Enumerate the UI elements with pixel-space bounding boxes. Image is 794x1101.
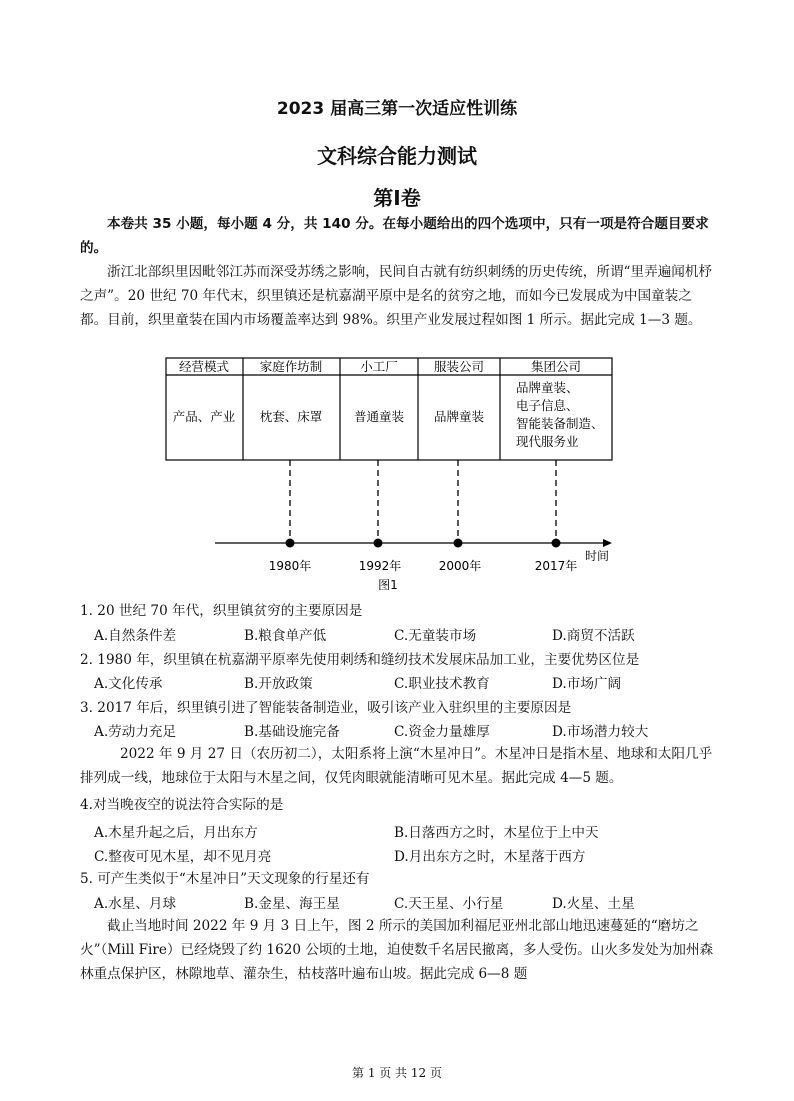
question-1-option-a: A.自然条件差 xyxy=(94,628,177,644)
row-header-mode: 经营模式 xyxy=(178,359,230,374)
product-2017-line3: 智能装备制造、 xyxy=(516,416,604,431)
passage-1: 浙江北部织里因毗邻江苏而深受苏绣之影响，民间自古就有纺织刺绣的历史传统，所谓“里弄遍闻机杼之声”。20 世纪 70 年代末，织里镇还是杭嘉湖平原中是名的贫穷之地，而如今已发展成为中国童装之都。目前，织里童装在国内市场覆盖率达到 98%。织里产业发展过程如图 1 所示。据此完成 1—3 题。 xyxy=(80,264,713,328)
product-1980: 枕套、床罩 xyxy=(259,409,323,424)
question-5-option-c: C.天王星、小行星 xyxy=(394,896,504,912)
question-3-option-c: C.资金力量雄厚 xyxy=(394,724,490,740)
mode-1992: 小工厂 xyxy=(360,359,398,374)
year-label-2017: 2017年 xyxy=(534,559,578,573)
question-4-option-b: B.日落西方之时，木星位于上中天 xyxy=(394,825,599,841)
timeline-point-2000 xyxy=(454,539,463,548)
mode-2000: 服装公司 xyxy=(433,359,485,374)
product-2017-line2: 电子信息、 xyxy=(516,398,579,413)
question-5-option-a: A.水星、月球 xyxy=(94,896,177,912)
product-2017-line4: 现代服务业 xyxy=(516,434,579,449)
question-3-option-b: B.基础设施完备 xyxy=(244,724,340,740)
question-4-option-d: D.月出东方之时，木星落于西方 xyxy=(394,849,586,865)
question-2-stem: 2. 1980 年，织里镇在杭嘉湖平原率先使用刺绣和缝纫技术发展床品加工业，主要优势区位是 xyxy=(80,652,640,668)
question-4-option-a: A.木星升起之后，月出东方 xyxy=(94,825,258,841)
year-label-2000: 2000年 xyxy=(438,559,482,573)
row-header-product: 产品、产业 xyxy=(172,409,236,424)
question-3-option-a: A.劳动力充足 xyxy=(94,724,177,740)
passage-2: 2022 年 9 月 27 日（农历初二），太阳系将上演“木星冲日”。木星冲日是指木星、地球和太阳几乎排列成一线，地球位于太阳与木星之间，仅凭肉眼就能清晰可见木星。据此完成 4—5 题。 xyxy=(80,746,713,786)
question-1-option-d: D.商贸不活跃 xyxy=(552,628,635,644)
axis-label-time: 时间 xyxy=(584,549,610,563)
question-1-option-b: B.粮食单产低 xyxy=(244,628,327,644)
question-1-stem: 1. 20 世纪 70 年代，织里镇贫穷的主要原因是 xyxy=(80,603,363,619)
year-label-1992: 1992年 xyxy=(358,559,402,573)
question-5-option-b: B.金星、海王星 xyxy=(244,896,340,912)
page-footer: 第 1 页 共 12 页 xyxy=(352,1066,442,1080)
exam-subject: 文科综合能力测试 xyxy=(317,144,477,168)
question-5-option-d: D.火星、土星 xyxy=(552,896,635,912)
instructions: 本卷共 35 小题，每小题 4 分，共 140 分。在每小题给出的四个选项中，只有一项是符合题目要求的。 xyxy=(80,216,709,256)
passage-3: 截止当地时间 2022 年 9 月 3 日上午，图 2 所示的美国加利福尼亚州北部山地迅速蔓延的“磨坊之火”（Mill Fire）已经烧毁了约 1620 公顷的土地，迫使数千名居民撤离，多人受伤。山火多发处为加州森林重点保护区，林隙地草、灌杂生，枯枝落叶遍布山坡。据此完成 6—8 题 xyxy=(80,918,714,982)
question-1-option-c: C.无童装市场 xyxy=(394,628,477,644)
product-1992: 普通童装 xyxy=(353,409,405,424)
exam-title: 2023 届高三第一次适应性训练 xyxy=(276,99,518,119)
question-2-option-d: D.市场广阔 xyxy=(552,676,622,692)
timeline-point-1980 xyxy=(286,539,295,548)
timeline-point-1992 xyxy=(374,539,383,548)
timeline-point-2017 xyxy=(552,539,561,548)
question-3-option-d: D.市场潜力较大 xyxy=(552,724,649,740)
mode-2017: 集团公司 xyxy=(530,359,582,374)
question-2-option-c: C.职业技术教育 xyxy=(394,676,490,692)
question-2-option-b: B.开放政策 xyxy=(244,676,313,692)
product-2000: 品牌童装 xyxy=(433,409,485,424)
question-3-stem: 3. 2017 年后，织里镇引进了智能装备制造业，吸引该产业入驻织里的主要原因是 xyxy=(80,700,572,716)
figure-1-caption: 图1 xyxy=(378,578,398,592)
question-5-stem: 5. 可产生类似于“木星冲日”天文现象的行星还有 xyxy=(80,871,370,887)
product-2017-line1: 品牌童装、 xyxy=(516,380,579,395)
question-4-stem: 4.对当晚夜空的说法符合实际的是 xyxy=(80,797,284,813)
mode-1980: 家庭作坊制 xyxy=(259,359,323,374)
question-4-option-c: C.整夜可见木星，却不见月亮 xyxy=(94,849,272,865)
year-label-1980: 1980年 xyxy=(268,559,312,573)
question-2-option-a: A.文化传承 xyxy=(94,676,163,692)
section-title: 第Ⅰ卷 xyxy=(373,186,421,210)
